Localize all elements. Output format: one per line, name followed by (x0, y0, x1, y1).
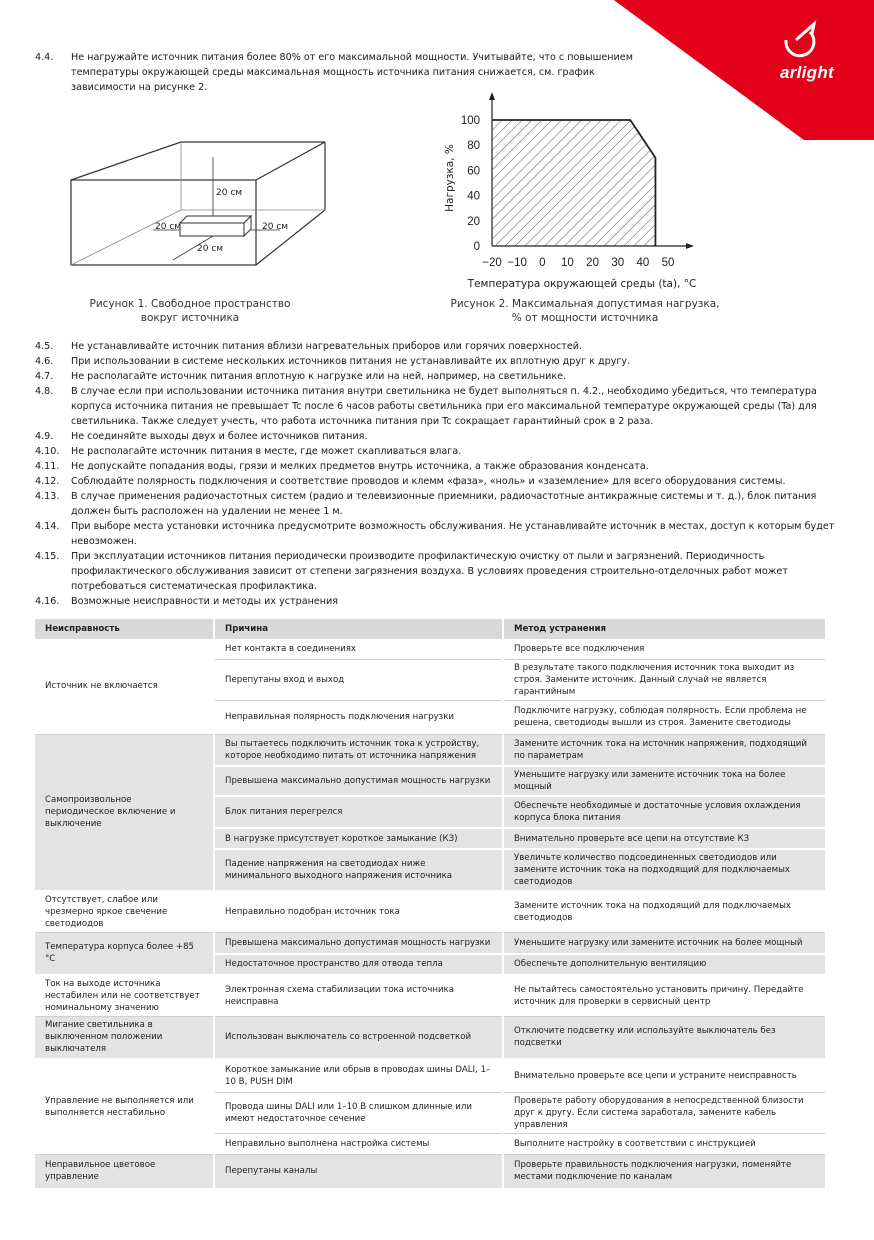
fix-cell: Уменьшите нагрузку или замените источник тока на более мощный (503, 766, 826, 796)
cause-cell: Электронная схема стабилизации тока источника неисправна (214, 975, 503, 1017)
x-tick-label: 20 (586, 257, 599, 269)
fix-cell: Замените источник тока на источник напряжения, подходящий по параметрам (503, 734, 826, 766)
item-number: 4.10. (35, 446, 60, 457)
table-row (35, 891, 826, 933)
list-item (35, 549, 835, 594)
psu-box-icon (180, 216, 251, 236)
cause-cell: Превышена максимально допустимая мощность нагрузки (214, 933, 503, 954)
fix-cell: Отключите подсветку или используйте выключатель без подсветки (503, 1017, 826, 1059)
header-cause: Причина (214, 619, 503, 639)
list-item (35, 519, 835, 549)
item-text: В случае применения радиочастотных систем (радио и телевизионные приемники, радиочастотные антикражные системы и т. д.), блок питания должен быть расположен на удалении не менее 1 м. (71, 491, 817, 517)
table-row (35, 1059, 826, 1093)
table-row (35, 639, 826, 659)
list-item (35, 339, 835, 354)
table-header-row (35, 619, 826, 639)
header-fix: Метод устранения (503, 619, 826, 639)
cause-cell: Неправильно выполнена настройка системы (214, 1134, 503, 1155)
table-row (35, 1017, 826, 1059)
list-item (35, 369, 835, 384)
figure2-caption (440, 297, 730, 325)
y-tick-label: 20 (467, 215, 480, 228)
load-derating-chart (435, 88, 705, 298)
y-tick-label: 0 (473, 241, 480, 253)
cause-cell: Использован выключатель со встроенной подсветкой (214, 1017, 503, 1059)
cause-cell: Короткое замыкание или обрыв в проводах шины DALI, 1–10 В, PUSH DIM (214, 1059, 503, 1093)
fix-cell: В результате такого подключения источник тока выходит из строя. Замените источник. Данный случай не является гарантийным (503, 659, 826, 700)
fix-cell: Подключите нагрузку, соблюдая полярность. Если проблема не решена, светодиоды вышли из строя. Замените светодиоды (503, 700, 826, 734)
y-axis-label: Нагрузка, % (444, 144, 456, 212)
cause-cell: Провода шины DALI или 1–10 В слишком длинные или имеют недостаточное сечение (214, 1093, 503, 1134)
x-tick-label: 50 (661, 257, 675, 269)
cause-cell: Вы пытаетесь подключить источник тока к устройству, которое необходимо питать от источника напряжения (214, 734, 503, 766)
y-axis-arrow-icon (489, 92, 495, 100)
fix-cell: Не пытайтесь самостоятельно установить причину. Передайте источник для проверки в сервисный центр (503, 975, 826, 1017)
table-row (35, 1155, 826, 1189)
item-number: 4.7. (35, 371, 54, 382)
header-fault: Неисправность (35, 619, 214, 639)
fault-cell: Источник не включается (35, 639, 214, 734)
x-tick-label: −20 (482, 257, 502, 269)
fault-cell: Отсутствует, слабое или чрезмерно яркое свечение светодиодов (35, 891, 214, 933)
item-text: Возможные неисправности и методы их устранения (71, 596, 339, 607)
figure2-caption-line1: Рисунок 2. Максимальная допустимая нагрузка, (450, 298, 720, 310)
item-text: Не устанавливайте источник питания вблизи нагревательных приборов или горячих поверхностей. (71, 341, 583, 352)
fix-cell: Обеспечьте необходимые и достаточные условия охлаждения корпуса блока питания (503, 796, 826, 828)
fault-cell: Неправильное цветовое управление (35, 1155, 214, 1189)
load-area (492, 120, 655, 246)
dim-label-right: 20 см (262, 222, 289, 232)
y-tick-label: 40 (467, 190, 480, 203)
fault-cell: Мигание светильника в выключенном положении выключателя (35, 1017, 214, 1059)
y-tick-label: 80 (467, 140, 480, 153)
brand-logo-text: arlight (779, 63, 834, 82)
figure1-caption-line1: Рисунок 1. Свободное пространство (89, 298, 291, 310)
fault-cell: Ток на выходе источника нестабилен или не соответствует номинальному значению (35, 975, 214, 1017)
table-row (35, 975, 826, 1017)
cause-cell: В нагрузке присутствует короткое замыкание (КЗ) (214, 828, 503, 849)
item-text: Не располагайте источник питания в месте, где может скапливаться влага. (71, 446, 462, 457)
item-number: 4.4. (35, 52, 54, 63)
fix-cell: Проверьте все подключения (503, 639, 826, 659)
item-number: 4.9. (35, 431, 54, 442)
item-text: Соблюдайте полярность подключения и соответствие проводов и клемм «фаза», «ноль» и «заземление» для всего оборудования системы. (71, 476, 786, 487)
list-item (35, 429, 835, 444)
x-tick-label: 30 (611, 257, 625, 269)
item-number: 4.14. (35, 521, 60, 532)
table-row (35, 933, 826, 954)
dim-label-top: 20 см (216, 188, 243, 198)
cause-cell: Недостаточное пространство для отвода тепла (214, 954, 503, 975)
list-item (35, 459, 835, 474)
item-number: 4.15. (35, 551, 60, 562)
item-text: Не располагайте источник питания вплотную к нагрузке или на ней, например, на светильнике. (71, 371, 567, 382)
fix-cell: Внимательно проверьте все цепи на отсутствие КЗ (503, 828, 826, 849)
fix-cell: Обеспечьте дополнительную вентиляцию (503, 954, 826, 975)
fix-cell: Увеличьте количество подсоединенных светодиодов или замените источник тока на подходящий для подключаемых светодиодов (503, 849, 826, 891)
x-tick-label: 0 (539, 257, 546, 269)
fix-cell: Уменьшите нагрузку или замените источник на более мощный (503, 933, 826, 954)
item-number: 4.13. (35, 491, 60, 502)
list-item (35, 444, 835, 459)
x-axis-arrow-icon (686, 243, 694, 249)
cause-cell: Неправильная полярность подключения нагрузки (214, 700, 503, 734)
fault-cell: Самопроизвольное периодическое включение и выключение (35, 734, 214, 891)
faults-table (35, 619, 827, 1190)
item-number: 4.5. (35, 341, 54, 352)
cause-cell: Неправильно подобран источник тока (214, 891, 503, 933)
dim-label-bottom: 20 см (197, 244, 224, 254)
cause-cell: Превышена максимально допустимая мощность нагрузки (214, 766, 503, 796)
fix-cell: Выполните настройку в соответствии с инструкцией (503, 1134, 826, 1155)
x-tick-label: −10 (507, 257, 527, 269)
list-item (35, 384, 835, 429)
fix-cell: Проверьте правильность подключения нагрузки, поменяйте местами подключение по каналам (503, 1155, 826, 1189)
figure1-caption (70, 297, 310, 325)
fix-cell: Замените источник тока на подходящий для подключаемых светодиодов (503, 891, 826, 933)
figure1-caption-line2: вокруг источника (140, 312, 240, 324)
item-text: Не нагружайте источник питания более 80% от его максимальной мощности. Учитывайте, что с повышением температуры окружающей среды максимальная мощность источника питания снижается, см. график зависимости на рисунке 2. (71, 52, 633, 93)
fault-cell: Управление не выполняется или выполняется нестабильно (35, 1059, 214, 1155)
item-text: Не соединяйте выходы двух и более источников питания. (71, 431, 368, 442)
y-tick-label: 60 (467, 165, 480, 178)
cause-cell: Нет контакта в соединениях (214, 639, 503, 659)
list-item (35, 354, 835, 369)
x-tick-label: 10 (561, 257, 574, 269)
fix-cell: Проверьте работу оборудования в непосредственной близости друг к другу. Если система заработала, замените кабель управления (503, 1093, 826, 1134)
item-number: 4.12. (35, 476, 60, 487)
item-number: 4.6. (35, 356, 54, 367)
item-text: При эксплуатации источников питания периодически производите профилактическую очистку от пыли и загрязнений. Периодичность профилактического обслуживания зависит от степени загрязнения воздуха. В условиях проведения строительно-отделочных работ может потребоваться систематическая профилактика. (71, 551, 788, 592)
dim-label-left: 20 см (155, 222, 182, 232)
item-text: При выборе места установки источника предусмотрите возможность обслуживания. Не устанавливайте источник в местах, доступ к которым будет невозможен. (71, 521, 835, 547)
cause-cell: Перепутаны вход и выход (214, 659, 503, 700)
list-item (35, 474, 835, 489)
x-tick-label: 40 (636, 257, 650, 269)
list-item (35, 489, 835, 519)
fix-cell: Внимательно проверьте все цепи и устраните неисправность (503, 1059, 826, 1093)
figure2-caption-line2: % от мощности источника (511, 312, 659, 324)
cause-cell: Перепутаны каналы (214, 1155, 503, 1189)
item-number: 4.8. (35, 386, 54, 397)
x-axis-label: Температура окружающей среды (ta), °C (467, 278, 697, 290)
item-text: Не допускайте попадания воды, грязи и мелких предметов внутрь источника, а также образования конденсата. (71, 461, 649, 472)
list-item (35, 594, 835, 609)
y-tick-label: 100 (460, 115, 480, 127)
cause-cell: Блок питания перегрелся (214, 796, 503, 828)
fault-cell: Температура корпуса более +85 °C (35, 933, 214, 975)
item-number: 4.11. (35, 461, 60, 472)
item-text: В случае если при использовании источника питания внутри светильника не будет выполняться п. 4.2., необходимо убедиться, что температура корпуса источника питания не превышает Tc после 6 часов работы светильника при его максимальной температуре окружающей среды (Ta) для светильника. Также следует учесть, что работа источника питания при Tc сокращает гарантийный срок в 2 раза. (71, 386, 817, 427)
item-text: При использовании в системе нескольких источников питания не устанавливайте их вплотную друг к другу. (71, 356, 631, 367)
item-number: 4.16. (35, 596, 60, 607)
table-row (35, 734, 826, 766)
cause-cell: Падение напряжения на светодиодах ниже минимального выходного напряжения источника (214, 849, 503, 891)
